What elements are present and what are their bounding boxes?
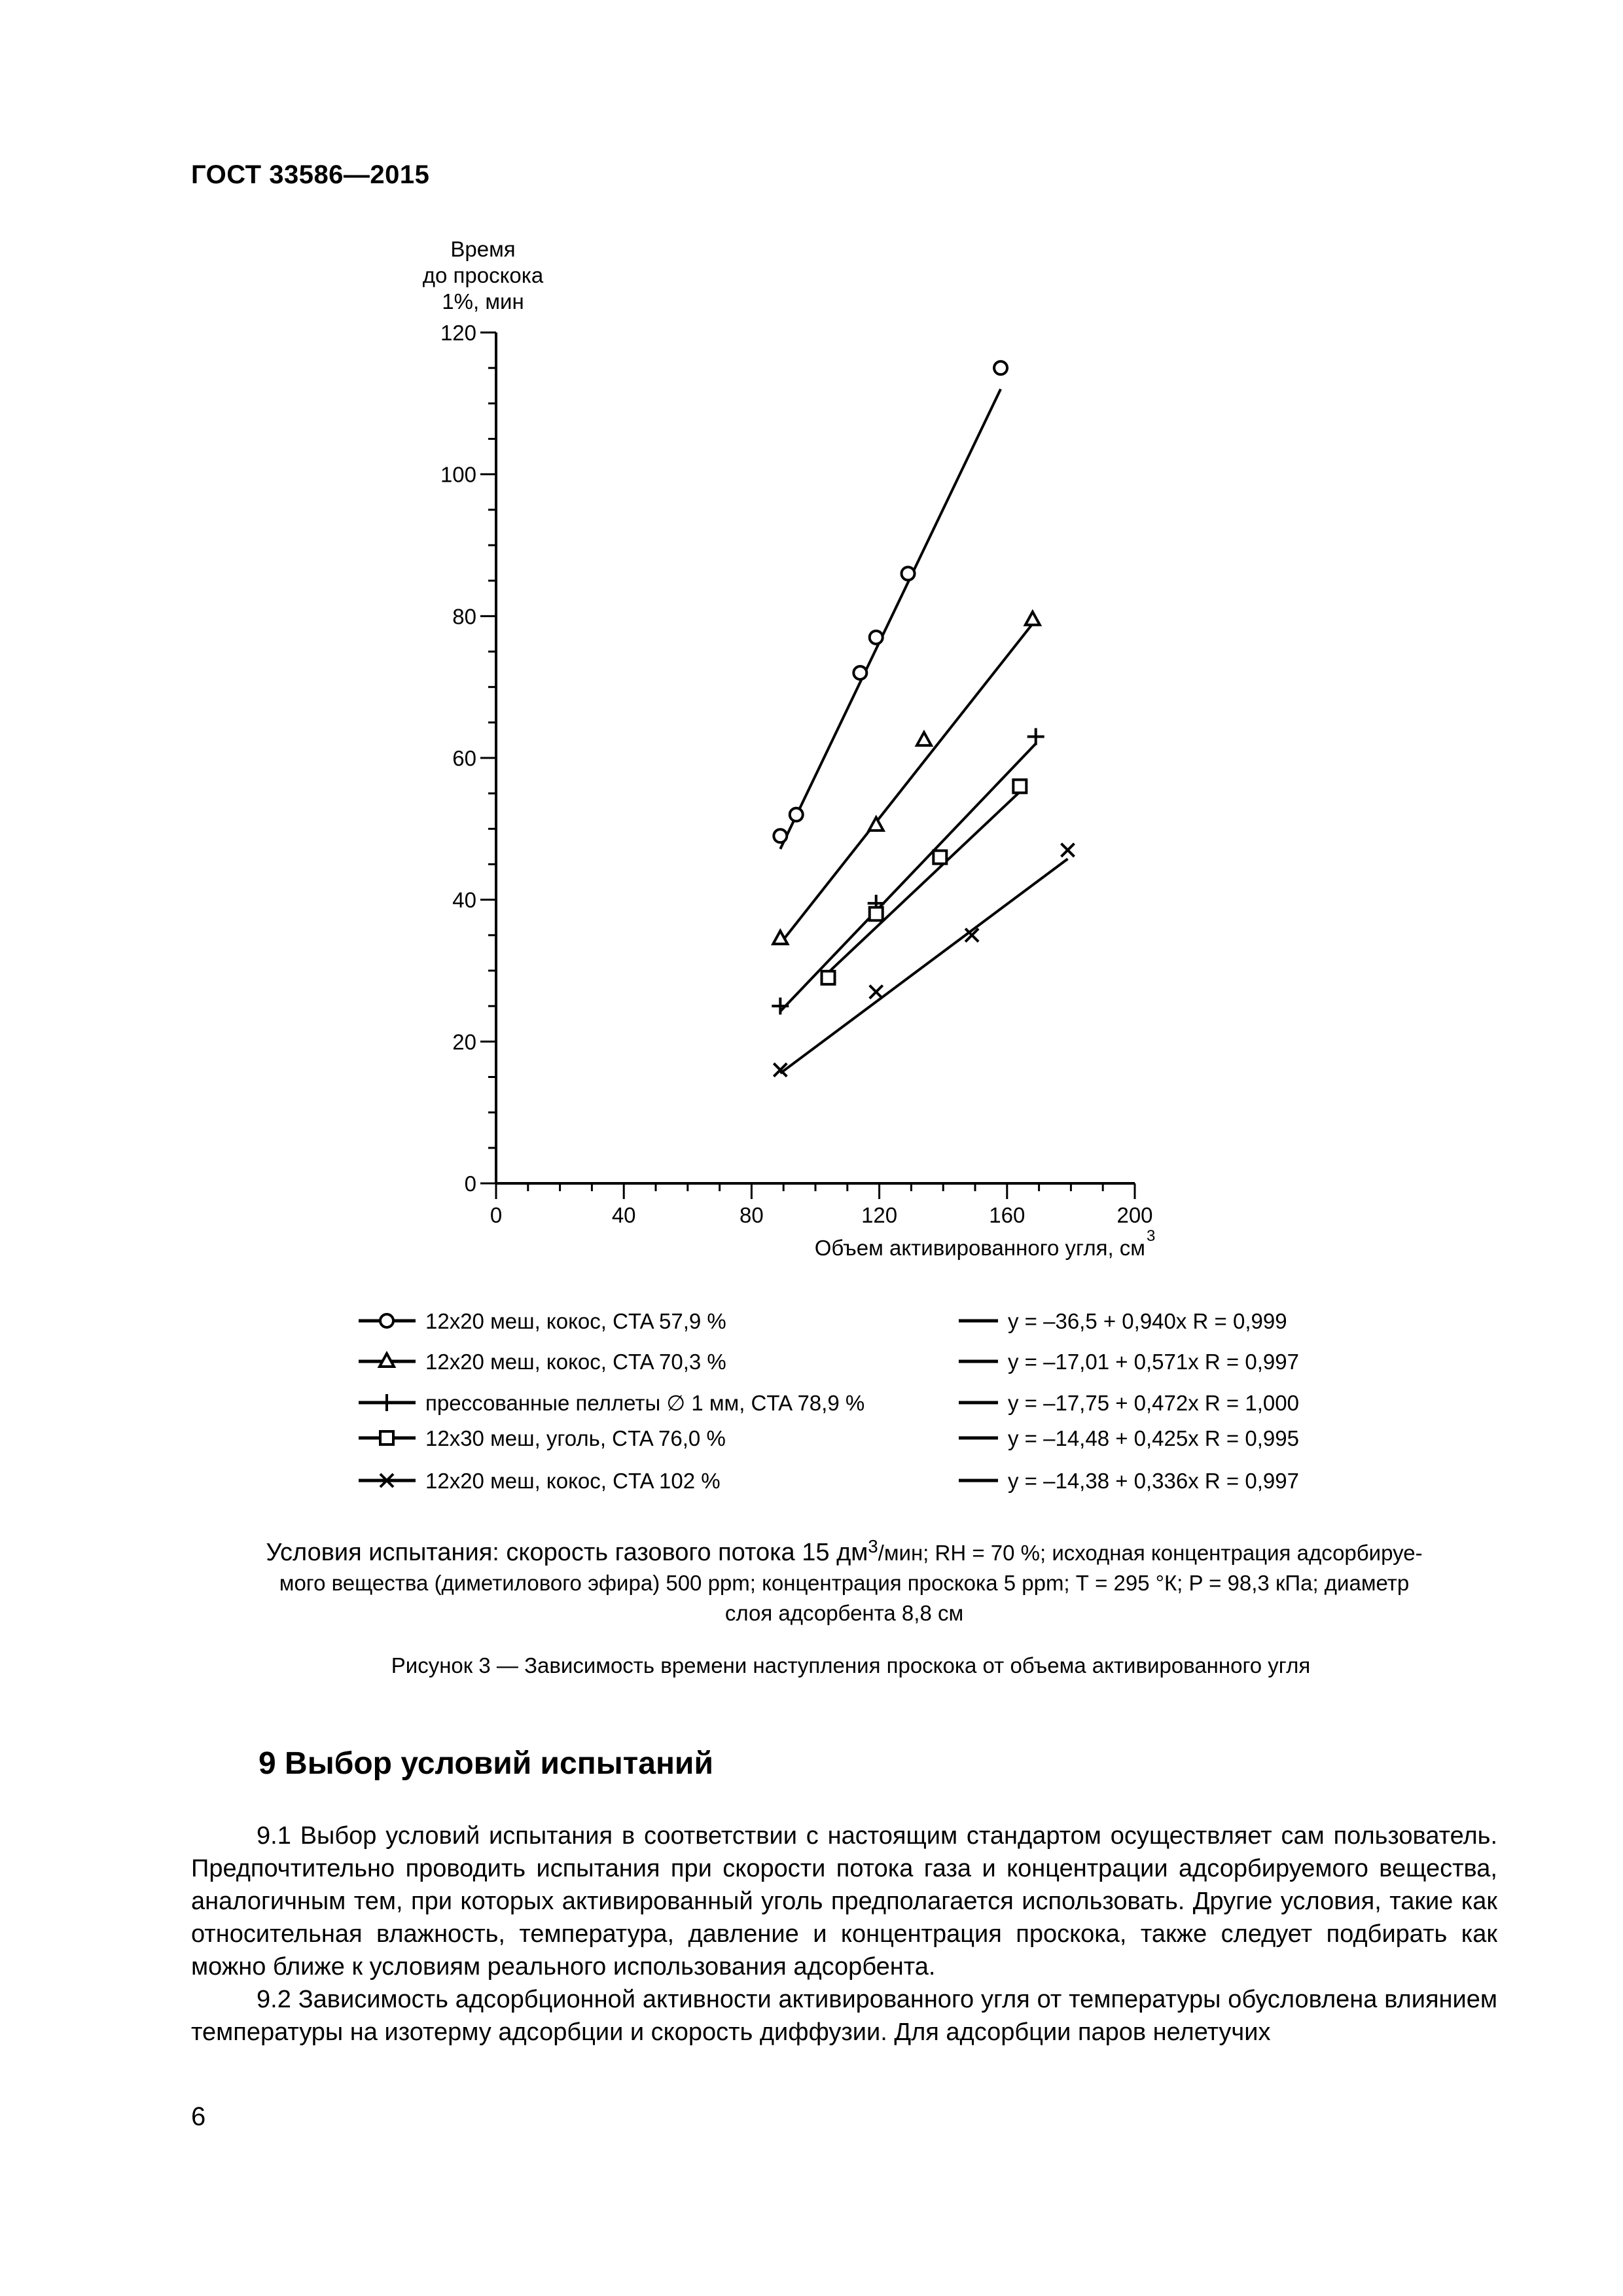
legend-entry	[359, 1469, 1299, 1493]
conditions-lead: Условия испытания: скорость газового потока 15 дм	[266, 1539, 868, 1566]
x-axis-label-text: Объем активированного угля, см	[814, 1236, 1145, 1260]
legend-entry	[359, 1350, 1299, 1374]
legend-entry	[359, 1391, 1299, 1415]
legend-fit-label: y = –17,01 + 0,571x R = 0,997	[1008, 1350, 1299, 1374]
data-point	[870, 986, 883, 999]
data-point	[790, 808, 803, 821]
data-point	[853, 666, 866, 679]
test-conditions-note	[157, 1532, 1531, 1628]
legend-label: 12x30 меш, уголь, CTA 76,0 %	[425, 1426, 726, 1450]
y-axis-label-line: 1%, мин	[442, 289, 524, 314]
y-tick-label: 120	[440, 321, 476, 345]
data-point	[869, 817, 883, 831]
y-axis-label-line: до проскока	[422, 263, 544, 287]
legend-entry	[359, 1426, 1299, 1450]
chart-series	[772, 361, 1074, 1077]
series-3	[772, 728, 1044, 1015]
data-point	[917, 732, 931, 745]
series-4	[822, 780, 1027, 984]
conditions-sup: 3	[868, 1536, 878, 1556]
conditions-line-3: слоя адсорбента 8,8 см	[724, 1601, 964, 1625]
x-tick-label: 40	[611, 1203, 636, 1227]
y-tick-label: 100	[440, 462, 476, 487]
data-point	[1061, 844, 1075, 857]
data-point	[772, 997, 789, 1014]
fit-line	[780, 389, 1001, 849]
chart-axes	[496, 332, 1135, 1183]
x-axis-ticks	[490, 1183, 1153, 1227]
legend-fit-label: y = –36,5 + 0,940x R = 0,999	[1008, 1309, 1287, 1333]
series-1	[774, 361, 1007, 849]
legend-fit-label: y = –17,75 + 0,472x R = 1,000	[1008, 1391, 1299, 1415]
data-point	[994, 361, 1007, 374]
data-point	[822, 971, 835, 984]
x-axis-label-sup: 3	[1147, 1227, 1156, 1245]
figure-caption: Рисунок 3 — Зависимость времени наступления проскока от объема активированного угля	[391, 1653, 1311, 1677]
x-tick-label: 0	[490, 1203, 503, 1227]
x-tick-label: 160	[989, 1203, 1026, 1227]
paragraph-9-2: 9.2 Зависимость адсорбционной активности активированного угля от температуры обусловлена влиянием температуры на изотерму адсорбции и скорость диффузии. Для адсорбции паров нелетучих	[191, 1986, 1497, 2046]
legend-label: 12x20 меш, кокос, CTA 57,9 %	[425, 1309, 726, 1333]
data-point	[933, 851, 946, 864]
x-tick-label: 80	[740, 1203, 764, 1227]
y-axis-label-line: Время	[450, 237, 516, 261]
conditions-line-2: мого вещества (диметилового эфира) 500 ppm; концентрация проскока 5 ppm; Т = 295 °К; P = 98,3 кПа; диаметр	[279, 1571, 1410, 1595]
x-tick-label: 120	[861, 1203, 898, 1227]
section-title: 9 Выбор условий испытаний	[259, 1746, 713, 1781]
legend-marker	[378, 1394, 395, 1411]
data-point	[1027, 728, 1044, 745]
legend-fit-label: y = –14,48 + 0,425x R = 0,995	[1008, 1426, 1299, 1450]
y-axis-label	[423, 237, 544, 314]
data-point	[870, 907, 883, 920]
legend-marker	[380, 1354, 394, 1367]
y-axis-ticks	[440, 321, 496, 1196]
legend-entry	[359, 1309, 1287, 1333]
chart-legend	[359, 1309, 1299, 1493]
y-tick-label: 20	[452, 1030, 476, 1054]
document-header: ГОСТ 33586—2015	[191, 160, 430, 189]
data-point	[1026, 612, 1040, 625]
y-tick-label: 0	[464, 1172, 476, 1196]
conditions-rest: /мин; RH = 70 %; исходная концентрация адсорбируе-	[878, 1541, 1423, 1565]
fit-line	[780, 624, 1033, 944]
data-point	[902, 567, 915, 580]
legend-label: 12x20 меш, кокос, CTA 102 %	[425, 1469, 721, 1493]
series-5	[774, 844, 1074, 1077]
x-tick-label: 200	[1116, 1203, 1153, 1227]
y-tick-label: 40	[452, 888, 476, 912]
legend-fit-label: y = –14,38 + 0,336x R = 0,997	[1008, 1469, 1299, 1493]
page-number: 6	[191, 2102, 206, 2131]
legend-label: прессованные пеллеты ∅ 1 мм, CTA 78,9 %	[425, 1391, 865, 1415]
paragraph-9-1: 9.1 Выбор условий испытания в соответствии с настоящим стандартом осуществляет сам пользователь. Предпочтительно проводить испытания при скорости потока газа и концентрации адсорбируемого вещества, аналогичным тем, при которых активированный уголь предполагается использовать. Другие условия, такие как относительная влажность, температура, давление и концентрация проскока, также следует подбирать как можно ближе к условиям реального использования адсорбента.	[191, 1822, 1497, 1981]
data-point	[870, 631, 883, 644]
fit-line	[829, 792, 1020, 973]
legend-marker	[380, 1431, 393, 1444]
legend-marker	[380, 1314, 393, 1327]
y-tick-label: 80	[452, 604, 476, 629]
data-point	[1013, 780, 1026, 793]
y-tick-label: 60	[452, 746, 476, 770]
legend-label: 12x20 меш, кокос, CTA 70,3 %	[425, 1350, 726, 1374]
data-point	[774, 829, 787, 842]
x-axis-label	[815, 1227, 1156, 1260]
data-point	[773, 931, 787, 944]
